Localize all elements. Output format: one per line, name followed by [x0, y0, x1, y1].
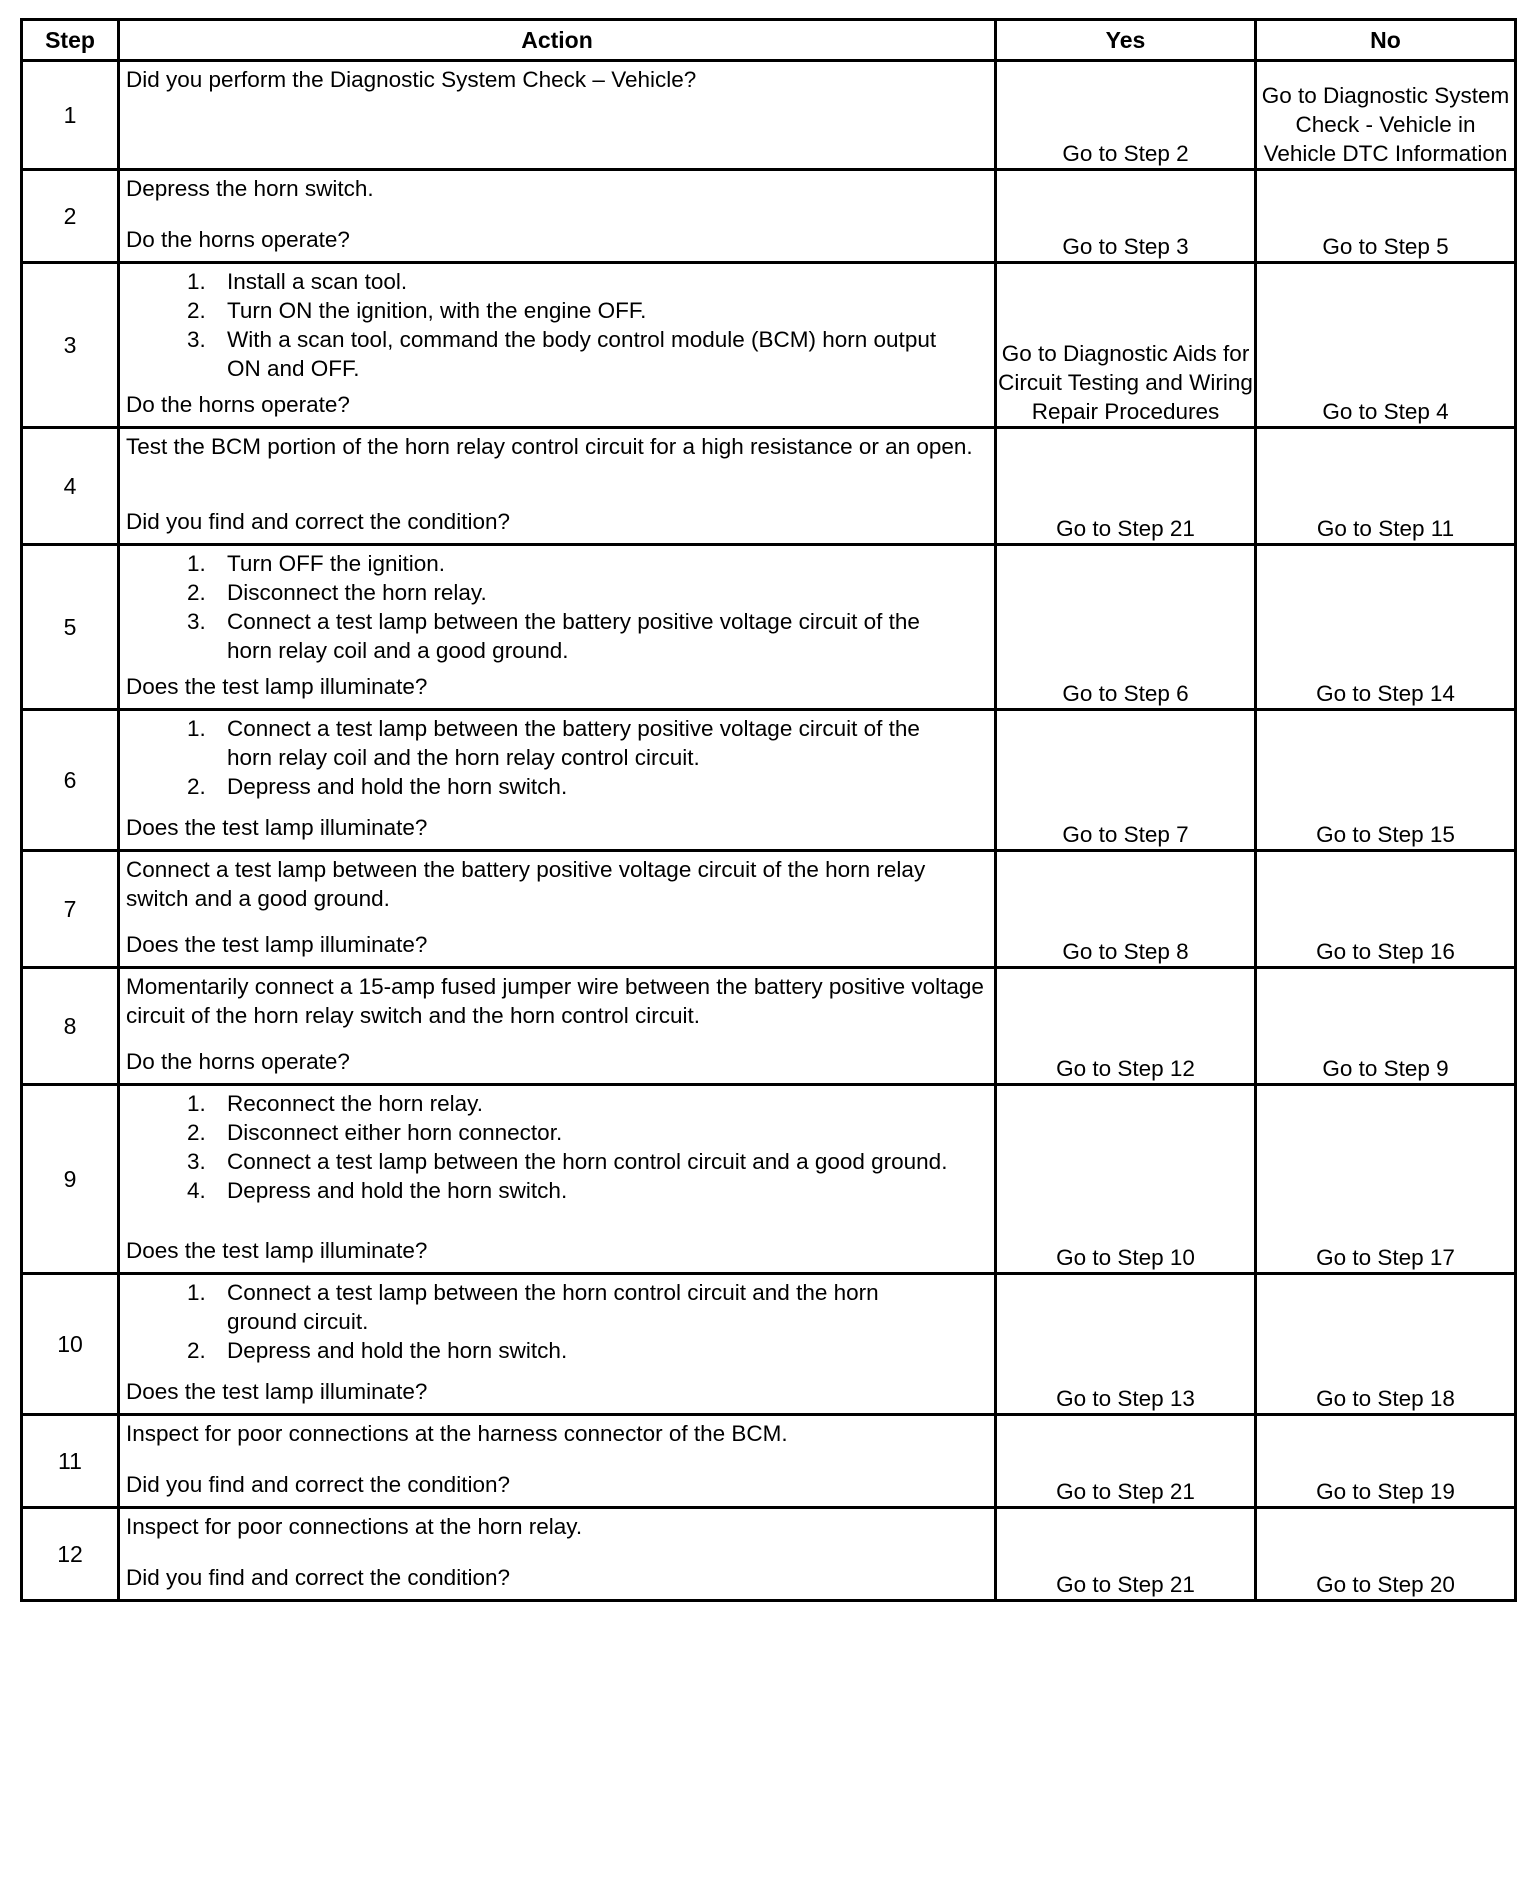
yes-result: Go to Step 12 — [996, 968, 1256, 1085]
action-instruction: Did you perform the Diagnostic System Check – Vehicle? — [126, 67, 697, 92]
table-row — [22, 710, 1516, 851]
action-cell — [119, 710, 996, 851]
action-steps-list — [126, 549, 988, 665]
action-question: Did you find and correct the condition? — [126, 1472, 510, 1497]
no-result: Go to Step 19 — [1256, 1415, 1516, 1508]
step-number: 9 — [22, 1085, 119, 1274]
yes-result: Go to Step 3 — [996, 170, 1256, 263]
action-cell — [119, 170, 996, 263]
list-item-text: Disconnect either horn connector. — [227, 1120, 563, 1145]
list-item-text: Depress and hold the horn switch. — [227, 774, 568, 799]
list-item — [126, 296, 988, 325]
list-item-number: 1. — [187, 1091, 206, 1116]
table-row — [22, 1415, 1516, 1508]
yes-result: Go to Step 6 — [996, 545, 1256, 710]
action-question: Do the horns operate? — [126, 392, 350, 417]
action-cell — [119, 263, 996, 428]
yes-result: Go to Step 21 — [996, 428, 1256, 545]
list-item-text: Install a scan tool. — [227, 269, 408, 294]
action-question: Does the test lamp illuminate? — [126, 932, 428, 957]
action-cell — [119, 851, 996, 968]
list-item-number: 2. — [187, 774, 206, 799]
header-yes: Yes — [996, 20, 1256, 61]
action-cell — [119, 1274, 996, 1415]
yes-result: Go to Diagnostic Aids for Circuit Testing and Wiring Repair Procedures — [996, 263, 1256, 428]
list-item-number: 4. — [187, 1178, 206, 1203]
table-row — [22, 428, 1516, 545]
list-item — [126, 325, 988, 383]
list-item-text: With a scan tool, command the body control module (BCM) horn output ON and OFF. — [227, 327, 937, 381]
action-question: Does the test lamp illuminate? — [126, 674, 428, 699]
yes-result: Go to Step 21 — [996, 1508, 1256, 1601]
step-number: 7 — [22, 851, 119, 968]
list-item — [126, 1176, 988, 1205]
step-number: 5 — [22, 545, 119, 710]
table-row — [22, 851, 1516, 968]
list-item-number: 1. — [187, 1280, 206, 1305]
list-item-text: Turn OFF the ignition. — [227, 551, 446, 576]
list-item — [126, 267, 988, 296]
action-question: Did you find and correct the condition? — [126, 509, 510, 534]
table-row — [22, 170, 1516, 263]
list-item-text: Turn ON the ignition, with the engine OFF. — [227, 298, 647, 323]
list-item-text: Connect a test lamp between the battery positive voltage circuit of the horn relay coil and a good ground. — [227, 609, 920, 663]
list-item-number: 2. — [187, 580, 206, 605]
list-item — [126, 1089, 988, 1118]
list-item-text: Depress and hold the horn switch. — [227, 1338, 568, 1363]
list-item-number: 1. — [187, 269, 206, 294]
action-steps-list — [126, 714, 988, 801]
no-result: Go to Step 11 — [1256, 428, 1516, 545]
list-item-text: Connect a test lamp between the battery positive voltage circuit of the horn relay coil and the horn relay control circuit. — [227, 716, 920, 770]
action-question: Do the horns operate? — [126, 1049, 350, 1074]
list-item-text: Disconnect the horn relay. — [227, 580, 487, 605]
no-result: Go to Step 14 — [1256, 545, 1516, 710]
action-cell — [119, 545, 996, 710]
list-item-number: 3. — [187, 327, 206, 352]
header-no: No — [1256, 20, 1516, 61]
action-instruction: Inspect for poor connections at the horn relay. — [126, 1514, 583, 1539]
list-item-number: 2. — [187, 1338, 206, 1363]
list-item-number: 3. — [187, 1149, 206, 1174]
list-item — [126, 607, 988, 665]
no-result: Go to Step 5 — [1256, 170, 1516, 263]
step-number: 3 — [22, 263, 119, 428]
no-result: Go to Step 15 — [1256, 710, 1516, 851]
list-item-text: Reconnect the horn relay. — [227, 1091, 483, 1116]
list-item-text: Depress and hold the horn switch. — [227, 1178, 568, 1203]
yes-result: Go to Step 21 — [996, 1415, 1256, 1508]
step-number: 1 — [22, 61, 119, 170]
list-item-number: 2. — [187, 298, 206, 323]
list-item — [126, 578, 988, 607]
no-result: Go to Step 18 — [1256, 1274, 1516, 1415]
step-number: 4 — [22, 428, 119, 545]
list-item-number: 3. — [187, 609, 206, 634]
table-row — [22, 61, 1516, 170]
action-question: Did you find and correct the condition? — [126, 1565, 510, 1590]
action-cell — [119, 1085, 996, 1274]
action-steps-list — [126, 1278, 988, 1365]
list-item — [126, 1118, 988, 1147]
list-item — [126, 714, 988, 772]
action-instruction: Depress the horn switch. — [126, 176, 374, 201]
no-result: Go to Step 20 — [1256, 1508, 1516, 1601]
action-cell — [119, 1415, 996, 1508]
no-result: Go to Diagnostic System Check - Vehicle in Vehicle DTC Information — [1256, 61, 1516, 170]
no-result: Go to Step 4 — [1256, 263, 1516, 428]
action-cell — [119, 61, 996, 170]
list-item — [126, 1147, 988, 1176]
action-cell — [119, 968, 996, 1085]
action-question: Does the test lamp illuminate? — [126, 815, 428, 840]
list-item — [126, 1278, 988, 1336]
yes-result: Go to Step 7 — [996, 710, 1256, 851]
action-cell — [119, 428, 996, 545]
list-item-text: Connect a test lamp between the horn control circuit and the horn ground circuit. — [227, 1280, 879, 1334]
action-instruction: Connect a test lamp between the battery positive voltage circuit of the horn relay switch and a good ground. — [126, 857, 926, 911]
step-number: 12 — [22, 1508, 119, 1601]
step-number: 2 — [22, 170, 119, 263]
table-row — [22, 1508, 1516, 1601]
list-item-number: 1. — [187, 551, 206, 576]
header-step: Step — [22, 20, 119, 61]
table-row — [22, 968, 1516, 1085]
action-instruction: Inspect for poor connections at the harness connector of the BCM. — [126, 1421, 788, 1446]
no-result: Go to Step 17 — [1256, 1085, 1516, 1274]
action-instruction: Test the BCM portion of the horn relay control circuit for a high resistance or an open. — [126, 434, 973, 459]
action-question: Does the test lamp illuminate? — [126, 1238, 428, 1263]
action-cell — [119, 1508, 996, 1601]
yes-result: Go to Step 2 — [996, 61, 1256, 170]
list-item-text: Connect a test lamp between the horn control circuit and a good ground. — [227, 1149, 948, 1174]
list-item — [126, 1336, 988, 1365]
list-item-number: 2. — [187, 1120, 206, 1145]
list-item-number: 1. — [187, 716, 206, 741]
table-row — [22, 1274, 1516, 1415]
step-number: 6 — [22, 710, 119, 851]
no-result: Go to Step 16 — [1256, 851, 1516, 968]
header-action: Action — [119, 20, 996, 61]
list-item — [126, 549, 988, 578]
action-steps-list — [126, 267, 988, 383]
yes-result: Go to Step 8 — [996, 851, 1256, 968]
action-question: Do the horns operate? — [126, 227, 350, 252]
yes-result: Go to Step 10 — [996, 1085, 1256, 1274]
action-steps-list — [126, 1089, 988, 1205]
table-body — [22, 61, 1516, 1601]
table-row — [22, 263, 1516, 428]
action-instruction: Momentarily connect a 15-amp fused jumper wire between the battery positive voltage circuit of the horn relay switch and the horn control circuit. — [126, 974, 984, 1028]
table-row — [22, 1085, 1516, 1274]
step-number: 11 — [22, 1415, 119, 1508]
yes-result: Go to Step 13 — [996, 1274, 1256, 1415]
no-result: Go to Step 9 — [1256, 968, 1516, 1085]
action-question: Does the test lamp illuminate? — [126, 1379, 428, 1404]
step-number: 8 — [22, 968, 119, 1085]
diagnostic-table — [20, 18, 1517, 1602]
list-item — [126, 772, 988, 801]
table-row — [22, 545, 1516, 710]
step-number: 10 — [22, 1274, 119, 1415]
table-header — [22, 20, 1516, 61]
